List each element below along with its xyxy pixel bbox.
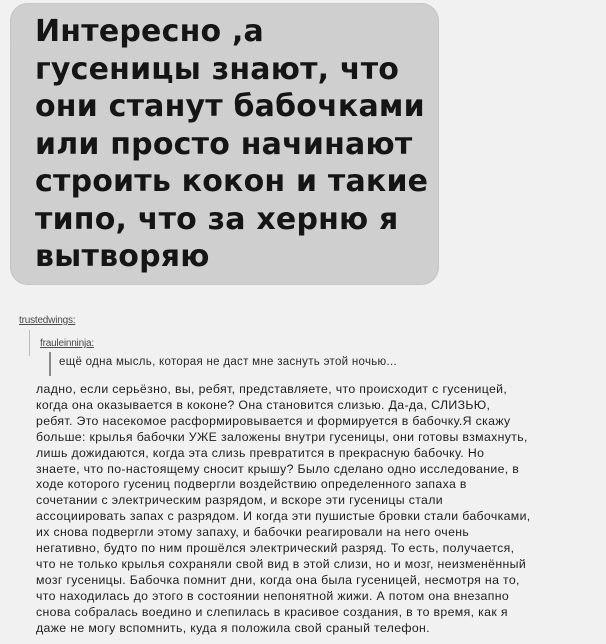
quote-divider-inner (49, 352, 51, 376)
quote-divider-outer (29, 330, 30, 356)
message-bubble (10, 3, 439, 285)
quoted-post-text: ещё одна мысль, которая не даст мне заснуть этой ночью... (59, 356, 397, 368)
reblog-comment-text: ладно, если серьёзно, вы, ребят, представляете, что происходит с гусеницей, когда она оказывается в коконе? Она становится слизью. Да-да, СЛИЗЬЮ, ребят. Это насекомое расформировывается и формируется в бабочку.Я скажу больше: крылья бабочки УЖЕ заложены внутри гусеницы, они готовы взмахнуть, лишь дожидаются, когда эта слизь превратится в прекрасную бабочку. Но знаете, что по-настоящему сносит крышу? Было сделано одно исследование, в ходе которого гусениц подвергли воздействию определенного запаха в сочетании с электрическим разрядом, и вскоре эти гусеницы стали ассоциировать запах с разрядом. И когда эти пушистые бровки стали бабочками, их снова подвергли этому запаху, и бабочки реагировали на него очень негативно, будто по ним прошёлся электрический разряд. То есть, получается, что не только крылья сохраняли свой вид в этой слизи, но и мозг, неизменённый мозг гусеницы. Бабочка помнит дни, когда она была гусеницей, несмотря на то, что находилась до этого в состоянии непонятной жижи. А потом она внезапно снова собралась воедино и слепилась в красивое создания, в то время, как я даже не могу вспомнить, куда я положила свой сраный телефон. (36, 382, 531, 635)
message-bubble-text: Интересно ,а гусеницы знают, что они станут бабочками или просто начинают строить кокон и такие типо, что за херню я вытворяю (35, 14, 429, 274)
reblog-username-outer[interactable]: trustedwings: (19, 315, 76, 326)
message-bubble-tail (10, 31, 22, 53)
reblog-username-inner[interactable]: frauleinninja: (40, 338, 94, 349)
